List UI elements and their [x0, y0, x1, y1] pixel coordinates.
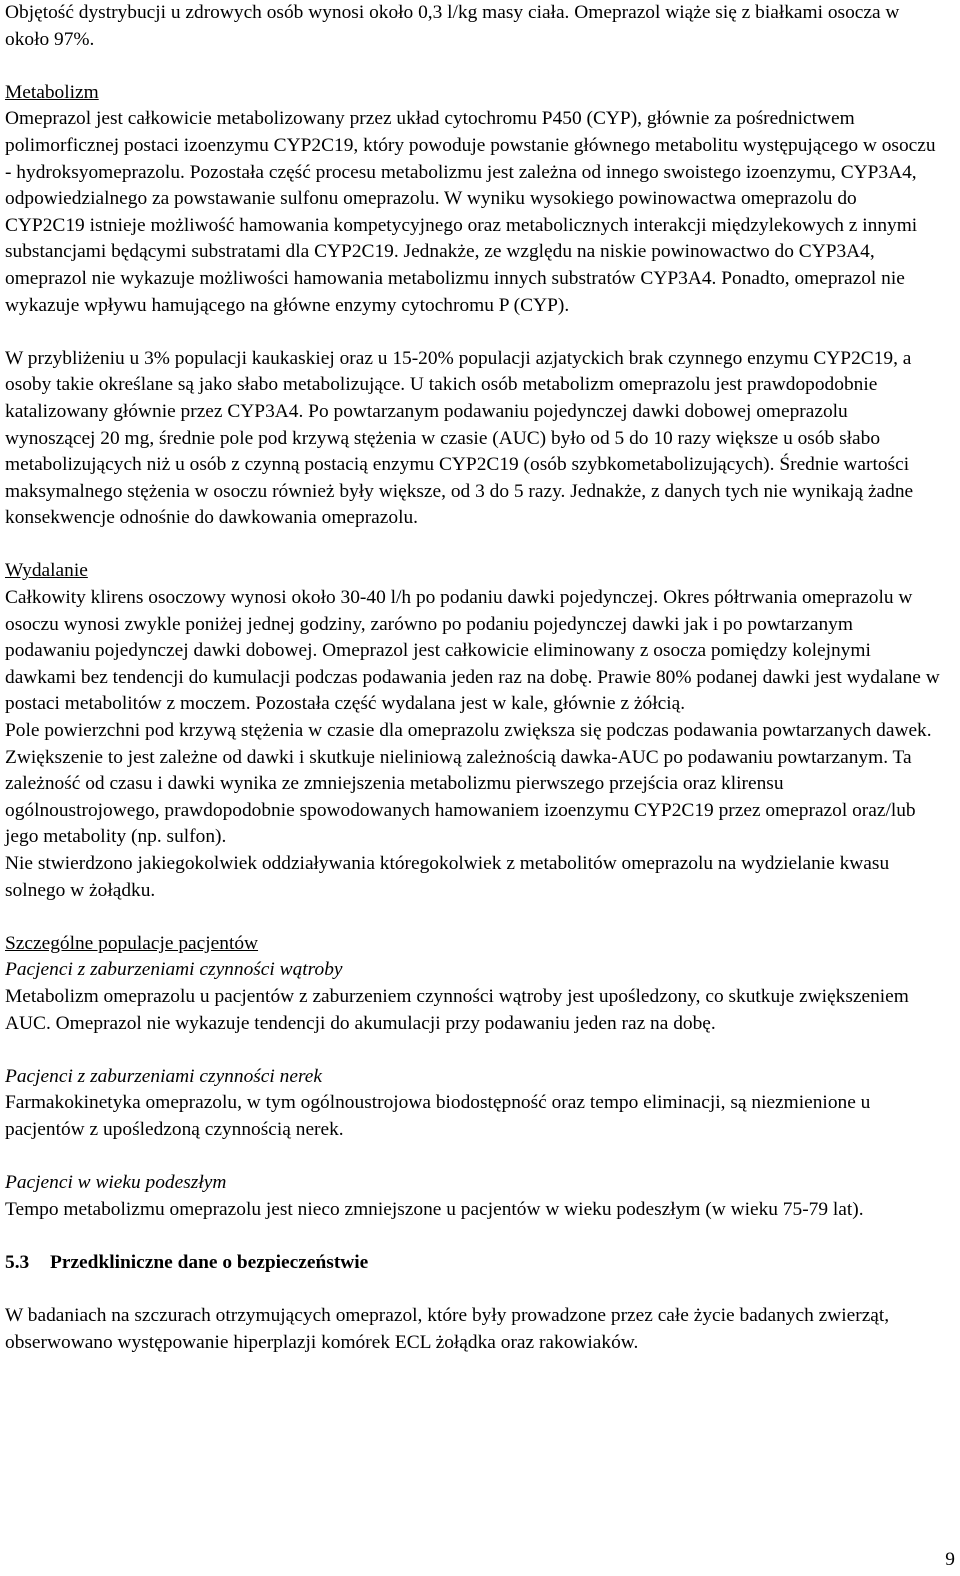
- special-populations-heading: Szczególne populacje pacjentów: [5, 932, 259, 954]
- spacer: [5, 904, 940, 931]
- elimination-heading: Wydalanie: [5, 560, 88, 582]
- page-number: 9: [945, 1549, 955, 1570]
- elderly-text: Tempo metabolizmu omeprazolu jest nieco zmniejszone u pacjentów w wieku podeszłym (w wieku 75-79 lat).: [5, 1198, 864, 1220]
- elderly-subheading: Pacjenci w wieku podeszłym: [5, 1172, 227, 1194]
- spacer: [5, 532, 940, 559]
- spacer: [5, 53, 940, 80]
- elimination-paragraph-1: Całkowity klirens osoczowy wynosi około 30-40 l/h po podaniu dawki pojedynczej. Okres półtrwania omeprazolu w osoczu wynosi zwykle poniżej jednej godziny, zarówno po podaniu pojedynczej dawki jak i po powtarzanym podawaniu pojedynczej dawki dobowej. Omeprazol jest całkowicie eliminowany z osocza pomiędzy kolejnymi dawkami bez tendencji do kumulacji podczas podawania jeden raz na dobę. Prawie 80% podanej dawki jest wydalane w postaci metabolitów z moczem. Pozostała część wydalana jest w kale, głównie z żółcią.: [5, 587, 940, 715]
- spacer: [5, 319, 940, 346]
- metabolism-heading: Metabolizm: [5, 81, 99, 103]
- preclinical-section-heading: [5, 1250, 940, 1277]
- section-title: Przedkliniczne dane o bezpieczeństwie: [50, 1251, 369, 1273]
- section-number: 5.3: [5, 1251, 30, 1273]
- elimination-paragraph-2: Pole powierzchni pod krzywą stężenia w czasie dla omeprazolu zwiększa się podczas podawania powtarzanych dawek. Zwiększenie to jest zależne od dawki i skutkuje nieliniową zależnością dawka-AUC po podawaniu powtarzanym. Ta zależność od czasu i dawki wynika ze zmniejszenia metabolizmu pierwszego przejścia oraz klirensu ogólnoustrojowego, prawdopodobnie spowodowanych hamowaniem izoenzymu CYP2C19 przez omeprazol oraz/lub jego metabolity (np. sulfon).: [5, 720, 932, 848]
- spacer: [5, 1223, 940, 1250]
- spacer: [5, 1277, 940, 1304]
- intro-paragraph: Objętość dystrybucji u zdrowych osób wynosi około 0,3 l/kg masy ciała. Omeprazol wiąże się z białkami osocza w około 97%.: [5, 2, 900, 50]
- renal-subheading: Pacjenci z zaburzeniami czynności nerek: [5, 1065, 322, 1087]
- hepatic-text: Metabolizm omeprazolu u pacjentów z zaburzeniem czynności wątroby jest upośledzony, co skutkuje zwiększeniem AUC. Omeprazol nie wykazuje tendencji do akumulacji przy podawaniu jeden raz na dobę.: [5, 985, 909, 1034]
- spacer: [5, 1037, 940, 1064]
- hepatic-subheading: Pacjenci z zaburzeniami czynności wątroby: [5, 959, 343, 981]
- renal-text: Farmakokinetyka omeprazolu, w tym ogólnoustrojowa biodostępność oraz tempo eliminacji, są niezmienione u pacjentów z upośledzoną czynnością nerek.: [5, 1092, 871, 1140]
- metabolism-paragraph-1: Omeprazol jest całkowicie metabolizowany przez układ cytochromu P450 (CYP), głównie za pośrednictwem polimorficznej postaci izoenzymu CYP2C19, który powoduje powstanie głównego metabolitu występującego w osoczu - hydroksyomeprazolu. Pozostała część procesu metabolizmu jest zależna od innego swoistego izoenzymu, CYP3A4, odpowiedzialnego za powstawanie sulfonu omeprazolu. W wyniku wysokiego powinowactwa omeprazolu do CYP2C19 istnieje możliwość hamowania kompetycyjnego oraz metabolicznych interakcji międzylekowych z innymi substancjami będącymi substratami dla CYP2C19. Jednakże, ze względu na niskie powinowactwo do CYP3A4, omeprazol nie wykazuje możliwości hamowania metabolizmu innych substratów CYP3A4. Ponadto, omeprazol nie wykazuje wpływu hamującego na główne enzymy cytochromu P (CYP).: [5, 108, 936, 316]
- document-page: [5, 0, 940, 1356]
- spacer: [5, 1144, 940, 1171]
- elimination-paragraph-3: Nie stwierdzono jakiegokolwiek oddziaływania któregokolwiek z metabolitów omeprazolu na wydzielanie kwasu solnego w żołądku.: [5, 853, 890, 901]
- metabolism-paragraph-2: W przybliżeniu u 3% populacji kaukaskiej oraz u 15-20% populacji azjatyckich brak czynnego enzymu CYP2C19, a osoby takie określane są jako słabo metabolizujące. U takich osób metabolizm omeprazolu jest prawdopodobnie katalizowany głównie przez CYP3A4. Po powtarzanym podawaniu pojedynczej dawki dobowej omeprazolu wynoszącej 20 mg, średnie pole pod krzywą stężenia w czasie (AUC) było od 5 do 10 razy większe u osób słabo metabolizujących niż u osób z czynną postacią enzymu CYP2C19 (osób szybkometabolizujących). Średnie wartości maksymalnego stężenia w osoczu również były większe, od 3 do 5 razy. Jednakże, z danych tych nie wynikają żadne konsekwencje odnośnie do dawkowania omeprazolu.: [5, 347, 914, 529]
- preclinical-text: W badaniach na szczurach otrzymujących omeprazol, które były prowadzone przez całe życie badanych zwierząt, obserwowano występowanie hiperplazji komórek ECL żołądka oraz rakowiaków.: [5, 1305, 890, 1353]
